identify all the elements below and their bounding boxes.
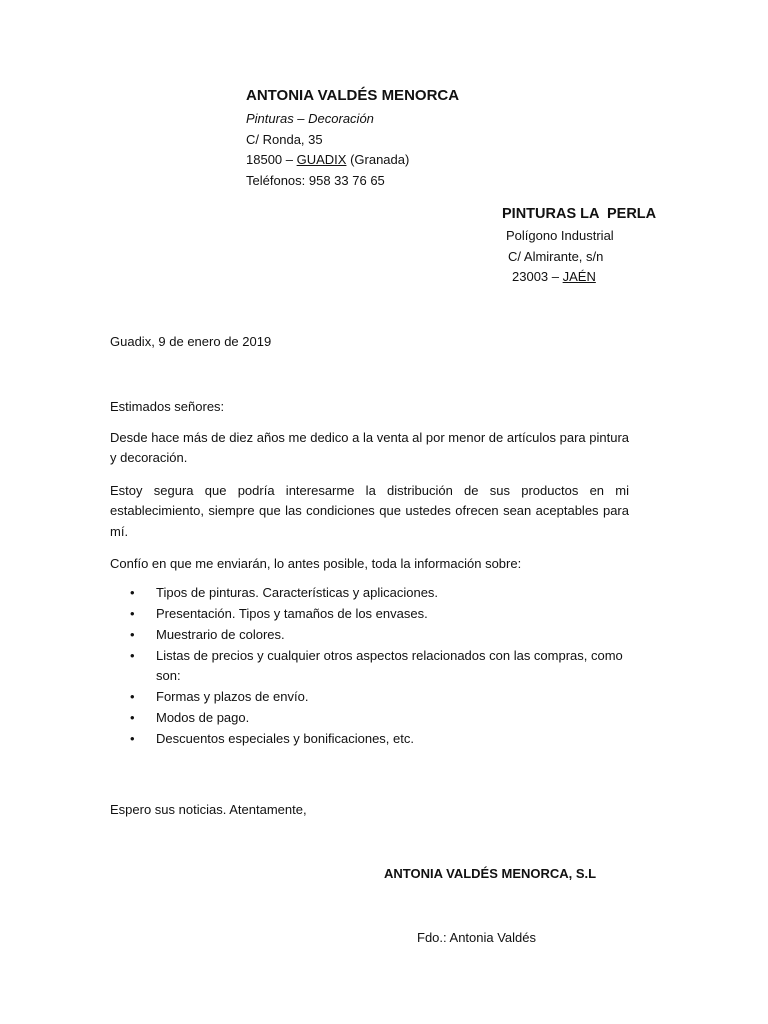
list-item — [110, 708, 629, 729]
bullet-icon: • — [130, 710, 135, 725]
list-item — [110, 646, 629, 687]
list-item-text: Muestrario de colores. — [156, 626, 285, 642]
recipient-block — [502, 204, 742, 288]
list-item-text: Modos de pago. — [156, 710, 250, 725]
bullet-icon: • — [130, 647, 135, 663]
recipient-street: C/ Almirante, s/n — [508, 248, 604, 264]
sender-postal-line — [246, 150, 666, 171]
list-item — [110, 729, 629, 750]
company-signature: ANTONIA VALDÉS MENORCA, S.L — [384, 866, 597, 881]
sender-activity: Pinturas – Decoración — [246, 111, 374, 126]
list-item — [110, 625, 629, 646]
sender-phones: Teléfonos: 958 33 76 65 — [246, 172, 385, 188]
closing-line: Espero sus noticias. Atentamente, — [110, 802, 307, 817]
bullet-icon: • — [130, 605, 135, 621]
bullet-icon: • — [130, 584, 135, 600]
recipient-area: Polígono Industrial — [506, 228, 614, 243]
list-item-text: Formas y plazos de envío. — [156, 689, 309, 704]
signed-by: Fdo.: Antonia Valdés — [417, 930, 537, 945]
list-item — [110, 604, 629, 625]
body-paragraph: Desde hace más de diez años me dedico a la venta al por menor de artículos para pintura y decoración. — [110, 429, 629, 465]
sender-block — [246, 86, 666, 191]
list-item — [110, 583, 629, 604]
list-item-text: Descuentos especiales y bonificaciones, etc. — [156, 731, 414, 746]
sender-name: ANTONIA VALDÉS MENORCA — [246, 87, 460, 104]
bullet-icon: • — [130, 731, 135, 746]
greeting: Estimados señores: — [110, 399, 225, 414]
sender-postal-code: 18500 – — [246, 152, 297, 167]
recipient-name: PINTURAS LA PERLA — [502, 206, 657, 222]
list-item-text: Presentación. Tipos y tamaños de los envases. — [156, 605, 428, 621]
list-item — [110, 687, 629, 708]
sender-street: C/ Ronda, 35 — [246, 131, 323, 147]
letter-body — [110, 397, 629, 750]
information-list — [110, 583, 629, 750]
body-paragraph: Estoy segura que podría interesarme la distribución de sus productos en mi establecimiento, siempre que las condiciones que ustedes ofrecen sean aceptables para mí. — [110, 482, 629, 539]
list-item-text: Tipos de pinturas. Características y aplicaciones. — [156, 584, 439, 600]
list-item-text: Listas de precios y cualquier otros aspectos relacionados con las compras, como son: — [156, 647, 623, 683]
sender-province: (Granada) — [346, 152, 410, 167]
letter-date: Guadix, 9 de enero de 2019 — [110, 334, 272, 349]
sender-city: GUADIX — [296, 152, 347, 167]
recipient-city: JAÉN — [562, 269, 596, 284]
bullet-icon: • — [130, 626, 135, 642]
recipient-postal-line — [502, 267, 742, 288]
bullet-icon: • — [130, 689, 135, 704]
recipient-postal-code: 23003 – — [512, 269, 563, 284]
body-paragraph: Confío en que me enviarán, lo antes posible, toda la información sobre: — [110, 556, 522, 571]
